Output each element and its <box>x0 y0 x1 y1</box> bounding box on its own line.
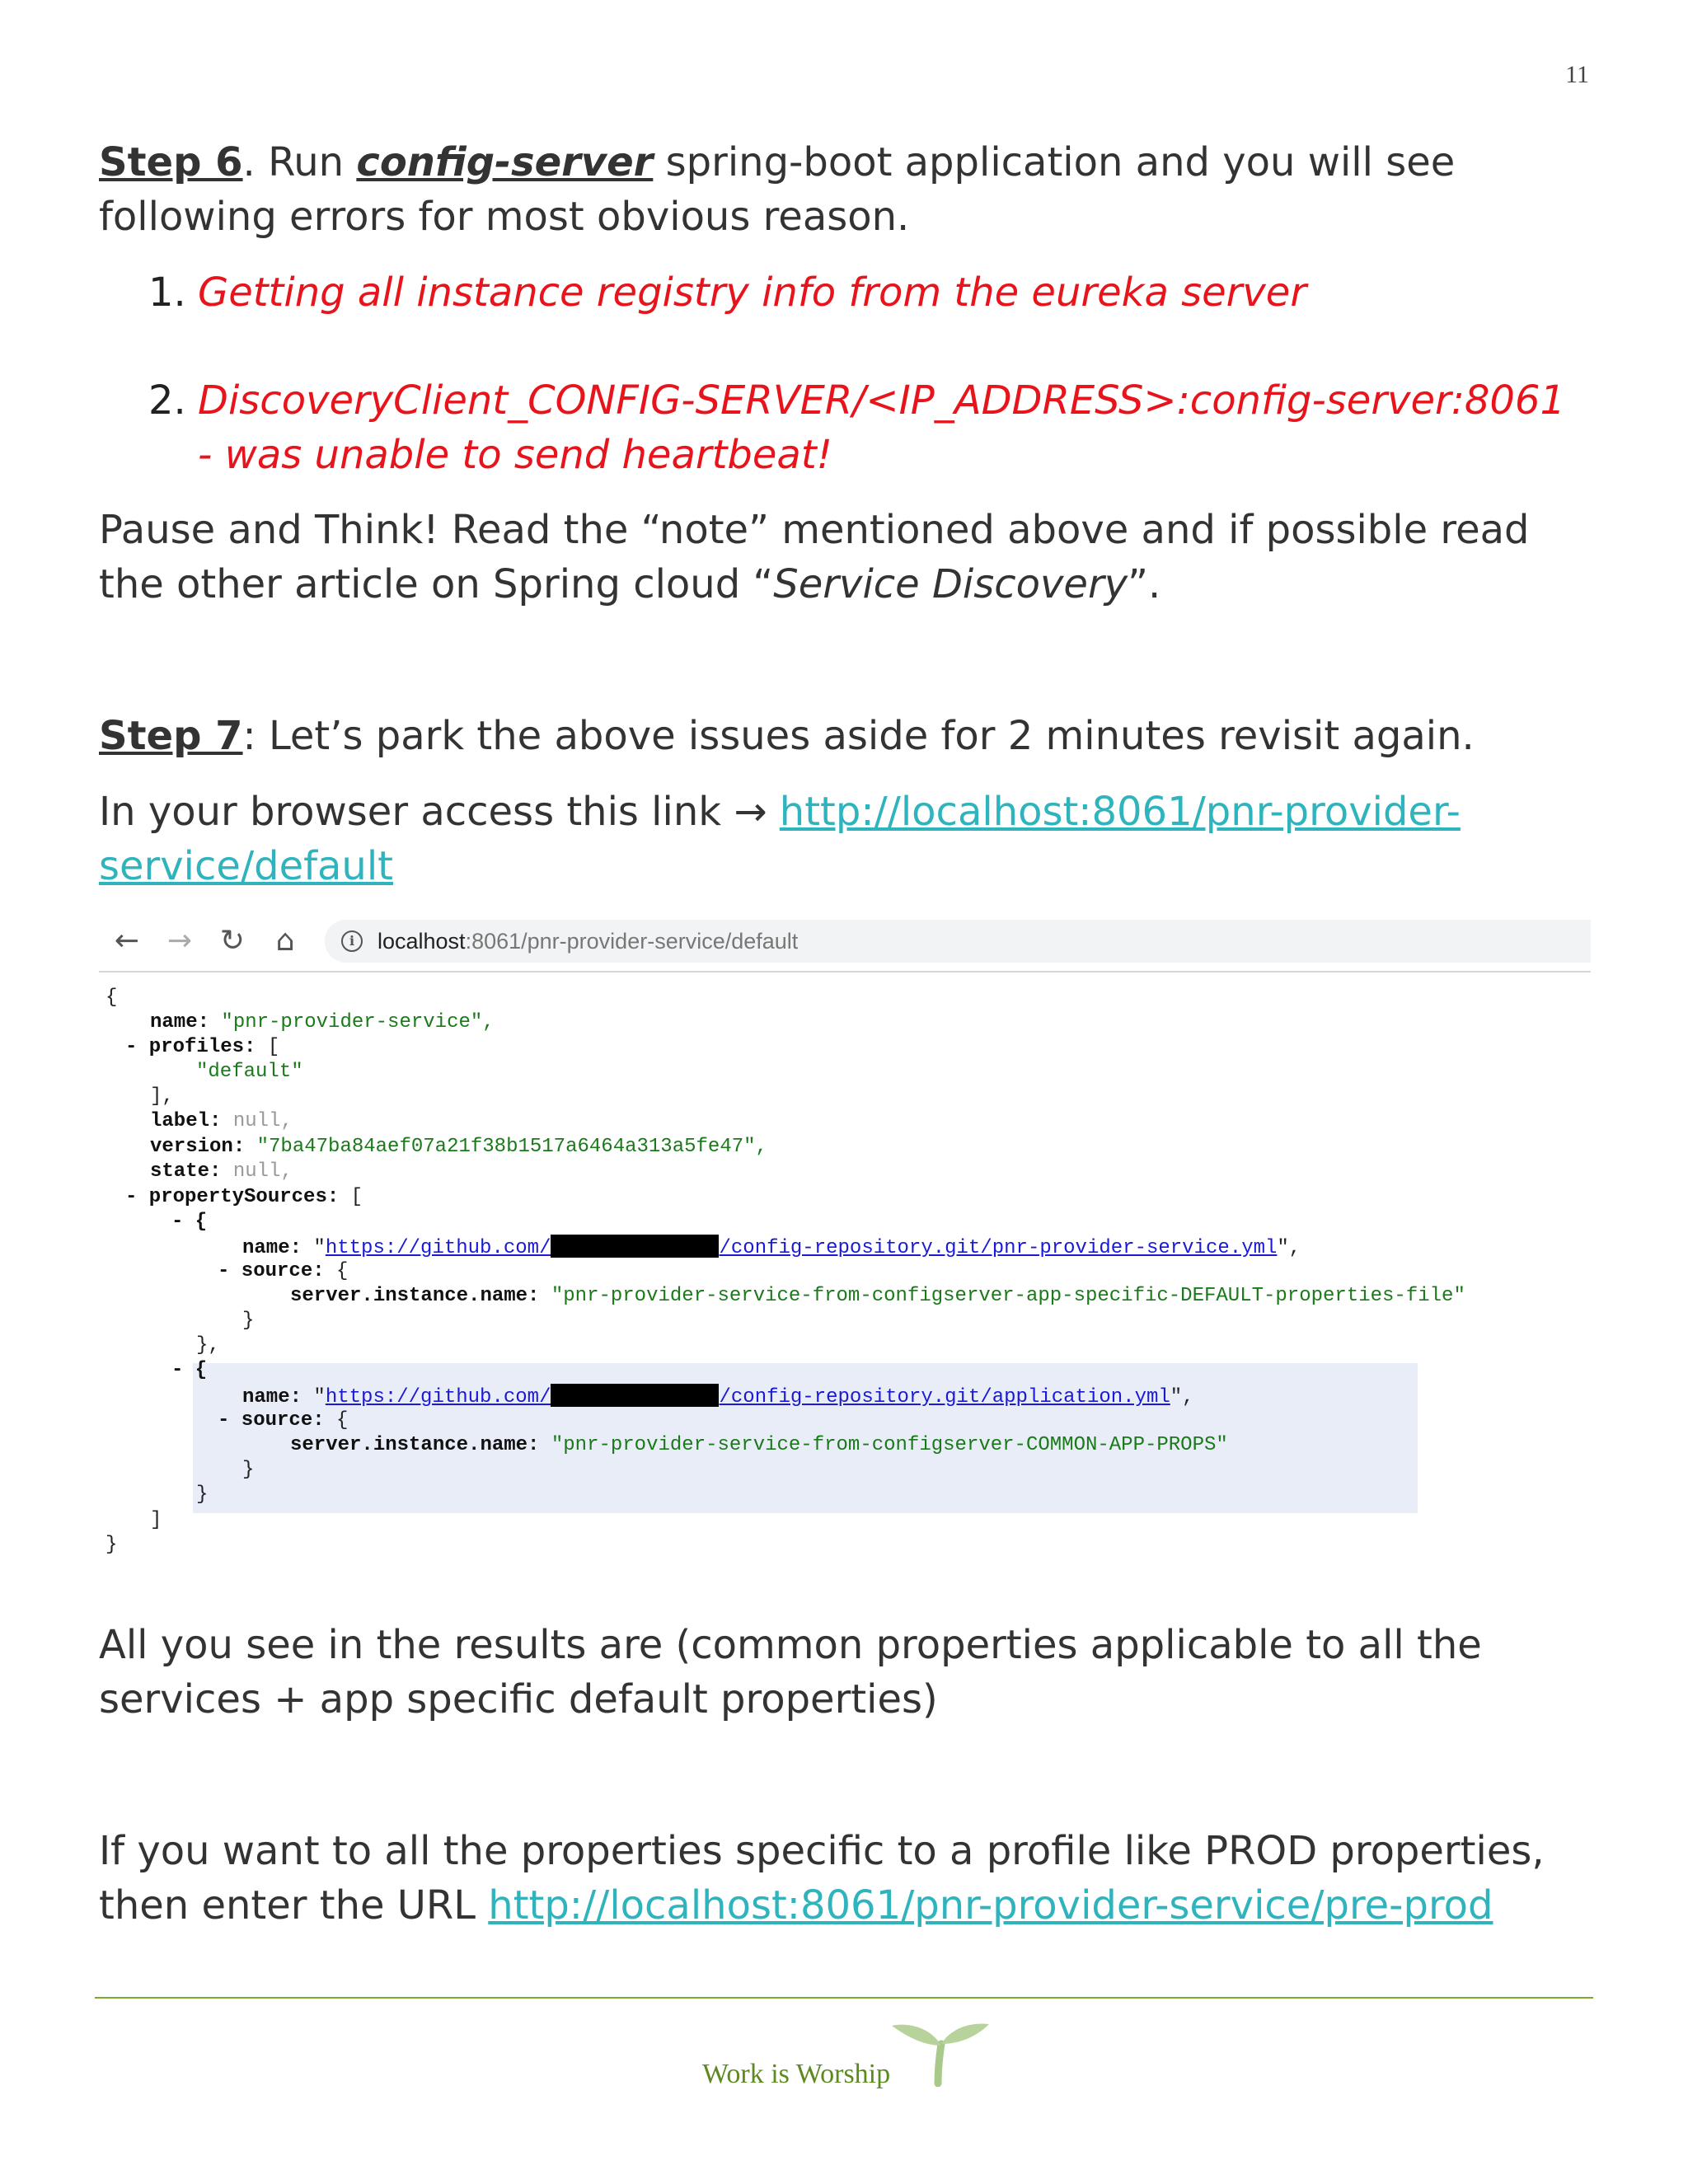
json-key: name: <box>242 1386 302 1408</box>
json-key: - source: <box>218 1260 325 1282</box>
json-close-brace: } <box>106 1534 118 1556</box>
json-source1-inner-close: } <box>242 1310 255 1332</box>
json-source2-close: } <box>196 1483 209 1506</box>
results-paragraph: All you see in the results are (common properties applicable to all the services + app specific default properties) <box>99 1622 1482 1722</box>
pause-paragraph <box>99 503 1582 612</box>
json-label-line <box>150 1109 293 1134</box>
error-1-text: Getting all instance registry info from the eureka server <box>198 269 1307 316</box>
redacted-username <box>551 1235 719 1258</box>
json-source1-open[interactable]: - { <box>171 1211 208 1233</box>
footer-motto: Work is Worship <box>702 2059 891 2089</box>
address-bar[interactable] <box>325 920 1591 963</box>
config-server-name: config-server <box>356 139 654 185</box>
url-host: localhost <box>377 929 466 954</box>
json-string: "pnr-provider-service-from-configserver-COMMON-APP-PROPS" <box>551 1434 1228 1456</box>
json-source2-prop-line <box>290 1433 1228 1458</box>
footer-divider <box>95 1997 1593 1999</box>
json-property-sources-close: ] <box>150 1509 162 1531</box>
json-source1-source-line[interactable]: - source: { <box>218 1260 349 1282</box>
info-icon[interactable]: i <box>341 930 363 952</box>
json-link[interactable]: /config-repository.git/pnr-provider-service.yml <box>719 1237 1278 1259</box>
json-source1-close: }, <box>196 1334 220 1357</box>
error-2-number: 2. <box>148 377 186 424</box>
step6-paragraph <box>99 135 1582 244</box>
reload-icon[interactable]: ↻ <box>219 924 246 958</box>
error-1-number: 1. <box>148 269 186 316</box>
json-string: "pnr-provider-service", <box>221 1011 495 1033</box>
json-link[interactable]: https://github.com/ <box>325 1237 551 1259</box>
prod-paragraph <box>99 1824 1582 1933</box>
step6-text-a: . Run <box>242 139 357 185</box>
step7-text: : Let’s park the above issues aside for 2 minutes revisit again. <box>242 713 1475 759</box>
json-key: version: <box>150 1136 246 1158</box>
json-state-line <box>150 1160 293 1184</box>
json-profiles-item <box>196 1060 303 1085</box>
json-property-sources-line[interactable]: - propertySources: [ <box>125 1186 363 1208</box>
json-key: name: <box>242 1237 302 1259</box>
pause-text-b: ”. <box>1128 561 1161 607</box>
json-source1-name-line: name: "https://github.com/ /config-repository.git/pnr-provider-service.yml", <box>242 1235 1301 1259</box>
json-source2-name-line: name: "https://github.com/ /config-repository.git/application.yml", <box>242 1384 1194 1408</box>
json-source1-prop-line <box>290 1284 1465 1309</box>
json-key: name: <box>150 1011 210 1033</box>
json-name-line <box>150 1010 495 1035</box>
json-source2-source-line[interactable]: - source: { <box>218 1409 349 1432</box>
json-version-line <box>150 1135 767 1160</box>
service-discovery-title: Service Discovery <box>773 561 1128 607</box>
json-profiles-line[interactable]: - profiles: [ <box>125 1036 280 1058</box>
sprout-logo-icon <box>889 2018 992 2087</box>
json-source2-open[interactable]: - { <box>171 1359 208 1381</box>
pause-text-a: Pause and Think! Read the “note” mentioned above and if possible read the other article on Spring cloud “ <box>99 507 1530 607</box>
json-key: - source: <box>218 1409 325 1432</box>
forward-arrow-icon[interactable]: → <box>166 924 193 958</box>
step6-label: Step 6 <box>99 139 243 185</box>
browse-text: In your browser access this link → <box>99 789 780 835</box>
step7-label: Step 7 <box>99 713 243 759</box>
json-open-brace: { <box>106 987 118 1009</box>
browse-paragraph <box>99 785 1582 893</box>
step6-text-b: spring-boot application and you will see following errors for most obvious reason. <box>99 139 1456 240</box>
json-key: - profiles: <box>125 1036 256 1058</box>
page-number: 11 <box>1565 61 1589 88</box>
json-string: "default" <box>196 1061 303 1083</box>
json-string: "7ba47ba84aef07a21f38b1517a6464a313a5fe47", <box>256 1136 767 1158</box>
json-key: server.instance.name: <box>290 1285 540 1307</box>
json-key: state: <box>150 1160 222 1183</box>
json-null: null, <box>232 1160 293 1183</box>
prod-text: If you want to all the properties specific to a profile like PROD properties, then enter the URL <box>99 1828 1545 1929</box>
json-source2-inner-close: } <box>242 1459 255 1481</box>
json-string: "pnr-provider-service-from-configserver-app-specific-DEFAULT-properties-file" <box>551 1285 1465 1307</box>
json-key: - propertySources: <box>125 1186 340 1208</box>
browser-toolbar <box>99 916 1591 972</box>
pre-prod-link[interactable]: http://localhost:8061/pnr-provider-service/pre-prod <box>488 1882 1493 1929</box>
json-profiles-close: ], <box>150 1085 174 1108</box>
error-2-text: DiscoveryClient_CONFIG-SERVER/<IP_ADDRESS>:config-server:8061 - was unable to send heartbeat! <box>198 377 1566 478</box>
step7-paragraph <box>99 709 1582 763</box>
default-profile-link[interactable]: http://localhost:8061/pnr-provider-service/default <box>99 789 1461 889</box>
url-path: :8061/pnr-provider-service/default <box>465 929 799 954</box>
json-null: null, <box>232 1110 293 1132</box>
json-link[interactable]: /config-repository.git/application.yml <box>719 1386 1170 1408</box>
json-key: server.instance.name: <box>290 1434 540 1456</box>
back-arrow-icon[interactable]: ← <box>114 924 140 958</box>
json-link[interactable]: https://github.com/ <box>325 1386 551 1408</box>
redacted-username <box>551 1384 719 1407</box>
home-icon[interactable]: ⌂ <box>275 924 295 958</box>
address-url <box>377 927 798 955</box>
json-key: label: <box>150 1110 222 1132</box>
